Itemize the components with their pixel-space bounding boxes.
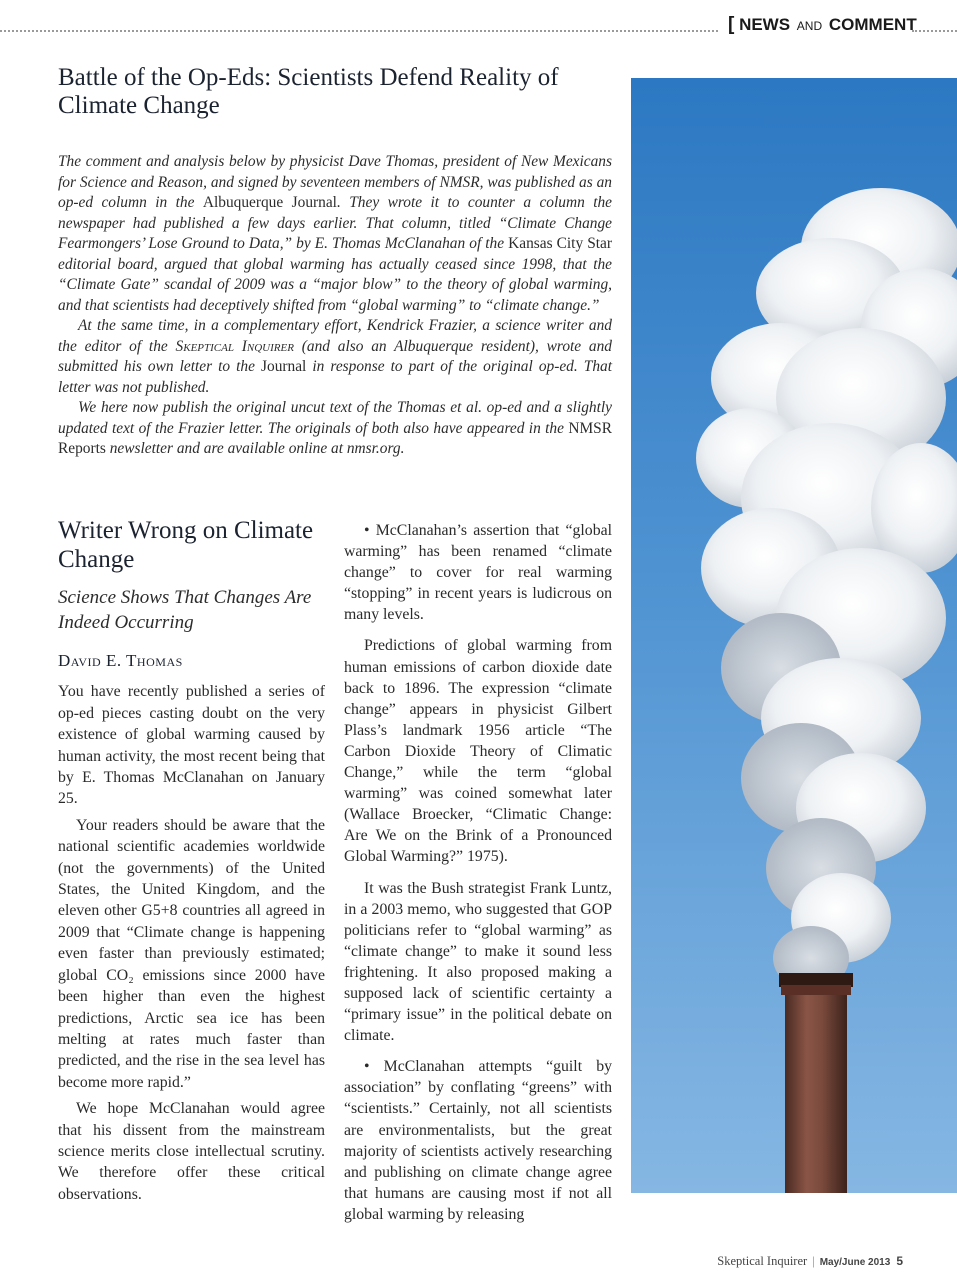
body-paragraph: • McClanahan’s assertion that “global warming” has been renamed “climate change” to cover for real warming “stopping” in recent years is ludicrous on many levels. [344, 522, 612, 624]
section-comment: COMMENT [828, 15, 917, 34]
intro-paragraph: We here now publish the original uncut text of the Thomas et al. op-ed and a slightly updated text of the Frazier letter. The originals of both also have appeared in the NMSR Reports newsletter and are available online at nmsr.org. [58, 399, 612, 457]
smokestack-photo [631, 78, 957, 1193]
page-footer [0, 1254, 903, 1269]
smokestack [779, 973, 853, 1193]
footer-separator: | [812, 1254, 815, 1268]
editor-intro [58, 152, 612, 460]
body-paragraph: We hope McClanahan would agree that his dissent from the mainstream science merits close intellectual scrutiny. We therefore offer these critical observations. [58, 1100, 325, 1203]
section-news: NEWS [739, 15, 791, 34]
article-right-column [344, 520, 612, 1225]
article-title: Writer Wrong on Climate Change [58, 517, 314, 573]
author-byline: David E. Thomas [58, 651, 183, 670]
section-label: [ NEWS AND COMMENT [728, 14, 917, 35]
body-paragraph: It was the Bush strategist Frank Luntz, in a 2003 memo, who suggested that GOP politicians refer to “global warming” as “climate change” to make it sound less frightening. It also proposed making a supposed lack of scientific certainty a “primary issue” in the political debate on climate. [344, 879, 612, 1045]
intro-paragraph: At the same time, in a complementary effort, Kendrick Frazier, a science writer and the editor of the Skeptical Inquirer (and also an Albuquerque resident), wrote and submitted his own letter to the Journal in response to part of the original op-ed. That letter was not published. [58, 317, 613, 396]
page-number: 5 [896, 1254, 903, 1268]
article-subtitle: Science Shows That Changes Are Indeed Occurring [58, 587, 312, 633]
footer-issue: May/June 2013 [819, 1257, 891, 1268]
section-and: AND [796, 19, 823, 33]
header-dotted-rule-right [912, 30, 957, 32]
body-paragraph: • McClanahan attempts “guilt by association” by conflating “greens” with “scientists.” Certainly, not all scientists are environmentalists, but the great majority of scientists actively researching and publishing on climate change agree that humans are causing most if not all global warming by releasing [344, 1058, 612, 1223]
body-paragraph: Your readers should be aware that the national scientific academies worldwide (not the governments) of the United States, the United Kingdom, and the eleven other G5+8 countries all agreed in 2009 that “Climate change is happening even faster than previously estimated; global CO₂ emissions since 2000 have been higher than even the highest predictions, Arctic sea ice has been melting at rates much faster than predicted, and the rise in the sea level has become more rapid.” [58, 816, 325, 1091]
intro-paragraph: The comment and analysis below by physicist Dave Thomas, president of New Mexicans for Science and Reason, and signed by seventeen members of NMSR, was published as an op-ed column in the Albuquerque Journal. They wrote it to counter a column the newspaper had published a few days earlier. That column, titled “Climate Change Fearmongers’ Lose Ground to Data,” by E. Thomas McClanahan of the Kansas City Star editorial board, argued that global warming has actually ceased since 1998, that the “Climate Gate” scandal of 2009 was a “major blow” to the theory of global warming, and that scientists had deceptively shifted from “global warming” to “climate change.” [58, 153, 613, 314]
body-paragraph: Predictions of global warming from human emissions of carbon dioxide date back to 1896. The expression “climate change” appears in physicist Gilbert Plass’s landmark 1956 article “The Carbon Dioxide Theory of Climatic Change,” while the term “global warming” was coined somewhat later (Wallace Broecker, “Climatic Change: Are We on the Brink of a Pronounced Global Warming?” 1975). [344, 637, 612, 866]
body-paragraph: You have recently published a series of op-ed pieces casting doubt on the very existence of global warming caused by human activity, the most recent being that by E. Thomas McClanahan on January 25. [58, 683, 325, 808]
article-left-column [58, 516, 325, 1205]
page-title: Battle of the Op-Eds: Scientists Defend Reality of Climate Change [58, 64, 559, 119]
header-dotted-rule-left [0, 30, 718, 32]
footer-magazine: Skeptical Inquirer [717, 1254, 808, 1268]
